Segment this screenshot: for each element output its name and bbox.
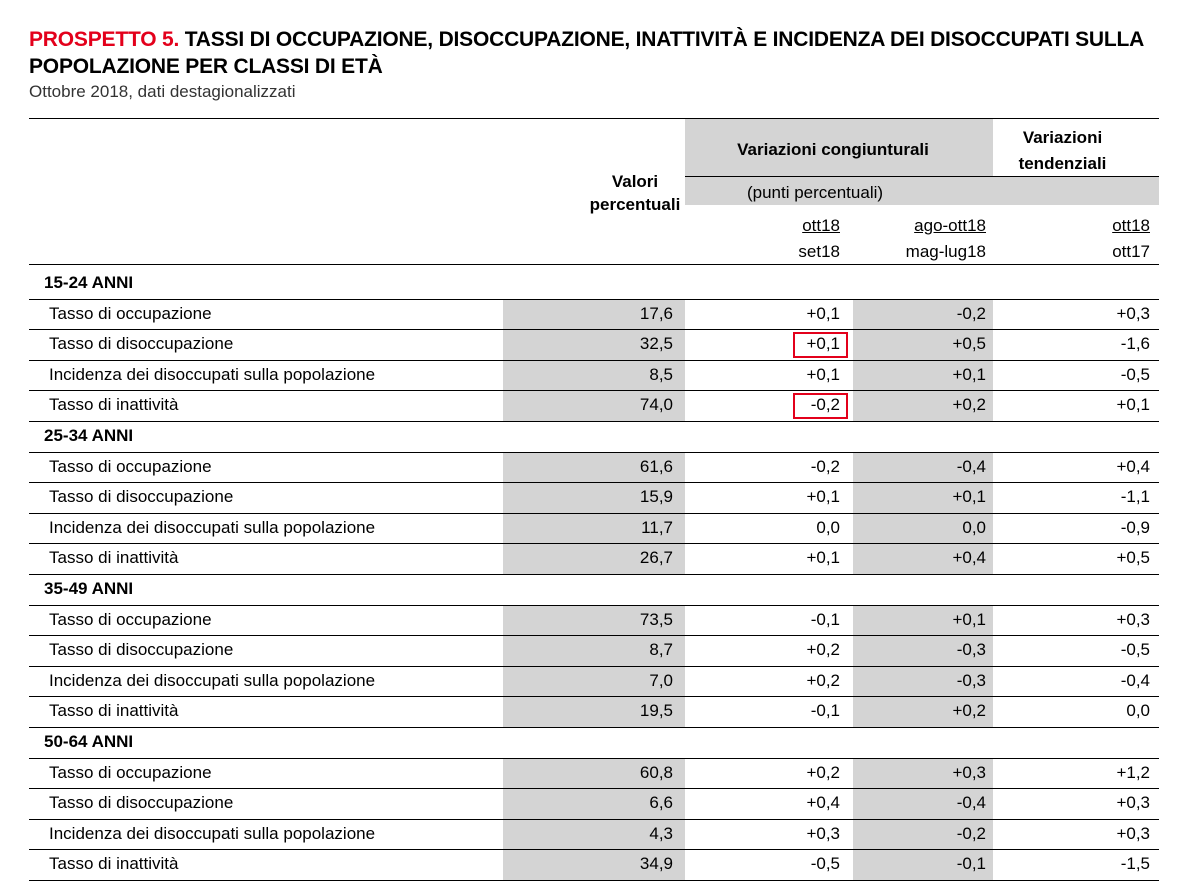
tend-cell: -1,6	[1120, 334, 1150, 353]
cong-trim-cell: -0,1	[956, 854, 986, 873]
valore-cell: 32,5	[639, 334, 673, 353]
row-label: Tasso di occupazione	[49, 610, 212, 629]
tend-cell: -1,1	[1120, 487, 1150, 506]
cong-trim-cell: -0,4	[956, 457, 986, 476]
valore-cell: 6,6	[649, 793, 673, 812]
header-col3-top: ott18	[1112, 216, 1150, 235]
row-label: Incidenza dei disoccupati sulla popolazione	[49, 824, 376, 843]
cong-mese-cell: +0,4	[806, 793, 840, 812]
table-subtitle: Ottobre 2018, dati destagionalizzati	[29, 82, 296, 101]
header-valori: Valori percentuali	[589, 172, 681, 214]
tend-cell: -1,5	[1120, 854, 1150, 873]
cong-mese-cell: -0,2	[810, 395, 840, 414]
cong-trim-cell: +0,3	[952, 763, 986, 782]
cong-mese-cell: +0,2	[806, 763, 840, 782]
row-label: Incidenza dei disoccupati sulla popolazione	[49, 518, 376, 537]
tend-cell: +1,2	[1116, 763, 1150, 782]
cong-trim-cell: -0,4	[956, 793, 986, 812]
valore-cell: 61,6	[639, 457, 673, 476]
cong-trim-cell: +0,1	[952, 365, 986, 384]
valore-cell: 34,9	[639, 854, 673, 873]
valore-cell: 4,3	[649, 824, 673, 843]
cong-mese-cell: -0,1	[810, 701, 840, 720]
cong-mese-cell: +0,1	[806, 487, 840, 506]
cong-mese-cell: +0,2	[806, 640, 840, 659]
row-label: Tasso di disoccupazione	[49, 334, 234, 353]
cong-trim-cell: +0,2	[952, 701, 986, 720]
valore-cell: 7,0	[649, 671, 673, 690]
cong-trim-cell: -0,3	[956, 671, 986, 690]
cong-mese-cell: +0,1	[806, 365, 840, 384]
valore-cell: 26,7	[639, 548, 673, 567]
tend-cell: +0,3	[1116, 824, 1150, 843]
cong-trim-cell: -0,3	[956, 640, 986, 659]
row-label: Tasso di disoccupazione	[49, 793, 234, 812]
table-number: PROSPETTO 5.	[29, 28, 180, 51]
row-label: Tasso di occupazione	[49, 457, 212, 476]
highlight-box	[793, 393, 848, 419]
group-label: 25-34 ANNI	[44, 426, 134, 445]
group-label: 50-64 ANNI	[44, 732, 134, 751]
tend-cell: +0,3	[1116, 793, 1150, 812]
row-label: Tasso di inattività	[49, 548, 179, 567]
cong-trim-cell: +0,1	[952, 610, 986, 629]
tend-cell: +0,4	[1116, 457, 1150, 476]
header-bottom-rule	[29, 264, 1159, 265]
row-label: Tasso di disoccupazione	[49, 640, 234, 659]
row-label: Incidenza dei disoccupati sulla popolazione	[49, 671, 376, 690]
group-label: 15-24 ANNI	[44, 273, 134, 292]
tend-cell: +0,3	[1116, 304, 1150, 323]
table-title	[29, 26, 1179, 80]
cong-mese-cell: -0,2	[810, 457, 840, 476]
cong-trim-cell: +0,5	[952, 334, 986, 353]
row-label: Tasso di occupazione	[49, 763, 212, 782]
header-col1-bottom: set18	[798, 242, 840, 261]
valore-cell: 11,7	[641, 518, 673, 537]
tend-cell: -0,4	[1120, 671, 1150, 690]
cong-mese-cell: -0,5	[810, 854, 840, 873]
valore-cell: 17,6	[639, 304, 673, 323]
header-col3-bottom: ott17	[1112, 242, 1150, 261]
header-top-rule	[29, 118, 1159, 119]
row-label: Tasso di occupazione	[49, 304, 212, 323]
cong-mese-cell: +0,1	[806, 334, 840, 353]
row-label: Tasso di disoccupazione	[49, 487, 234, 506]
tend-cell: +0,3	[1116, 610, 1150, 629]
cong-mese-cell: -0,1	[810, 610, 840, 629]
group-label: 35-49 ANNI	[44, 579, 134, 598]
row-rule	[29, 880, 1159, 881]
tend-cell: -0,5	[1120, 365, 1150, 384]
valore-cell: 8,7	[649, 640, 673, 659]
tend-cell: -0,9	[1120, 518, 1150, 537]
header-col2-bottom: mag-lug18	[905, 242, 986, 261]
cong-mese-cell: +0,1	[806, 548, 840, 567]
tend-cell: +0,1	[1116, 395, 1150, 414]
row-rule	[29, 727, 1159, 728]
cong-mese-cell: +0,3	[806, 824, 840, 843]
valore-cell: 19,5	[639, 701, 673, 720]
cong-trim-cell: -0,2	[956, 824, 986, 843]
table-title-text: TASSI DI OCCUPAZIONE, DISOCCUPAZIONE, INATTIVITÀ E INCIDENZA DEI DISOCCUPATI SULLA POPOLAZIONE PER CLASSI DI ETÀ	[29, 28, 1144, 78]
tend-cell: 0,0	[1126, 701, 1150, 720]
row-label: Incidenza dei disoccupati sulla popolazione	[49, 365, 376, 384]
header-punti-percentuali: (punti percentuali)	[746, 183, 884, 202]
row-label: Tasso di inattività	[49, 854, 179, 873]
cong-mese-cell: +0,2	[806, 671, 840, 690]
header-col1-top: ott18	[802, 216, 840, 235]
cong-mese-cell: 0,0	[816, 518, 840, 537]
highlight-box	[793, 332, 848, 358]
cong-trim-cell: +0,4	[952, 548, 986, 567]
valore-cell: 73,5	[639, 610, 673, 629]
cong-trim-cell: +0,2	[952, 395, 986, 414]
tend-cell: -0,5	[1120, 640, 1150, 659]
cong-mese-cell: +0,1	[806, 304, 840, 323]
tend-cell: +0,5	[1116, 548, 1150, 567]
row-label: Tasso di inattività	[49, 701, 179, 720]
valore-cell: 60,8	[639, 763, 673, 782]
row-label: Tasso di inattività	[49, 395, 179, 414]
row-rule	[29, 574, 1159, 575]
header-variazioni-congiunturali: Variazioni congiunturali	[737, 140, 929, 159]
cong-trim-cell: 0,0	[962, 518, 986, 537]
cong-trim-cell: -0,2	[956, 304, 986, 323]
valore-cell: 74,0	[639, 395, 673, 414]
cong-trim-cell: +0,1	[952, 487, 986, 506]
valore-cell: 15,9	[639, 487, 673, 506]
valore-cell: 8,5	[649, 365, 673, 384]
row-rule	[29, 421, 1159, 422]
header-col2-top: ago-ott18	[914, 216, 986, 235]
header-variazioni-tendenziali: Variazioni tendenziali	[1018, 128, 1107, 173]
